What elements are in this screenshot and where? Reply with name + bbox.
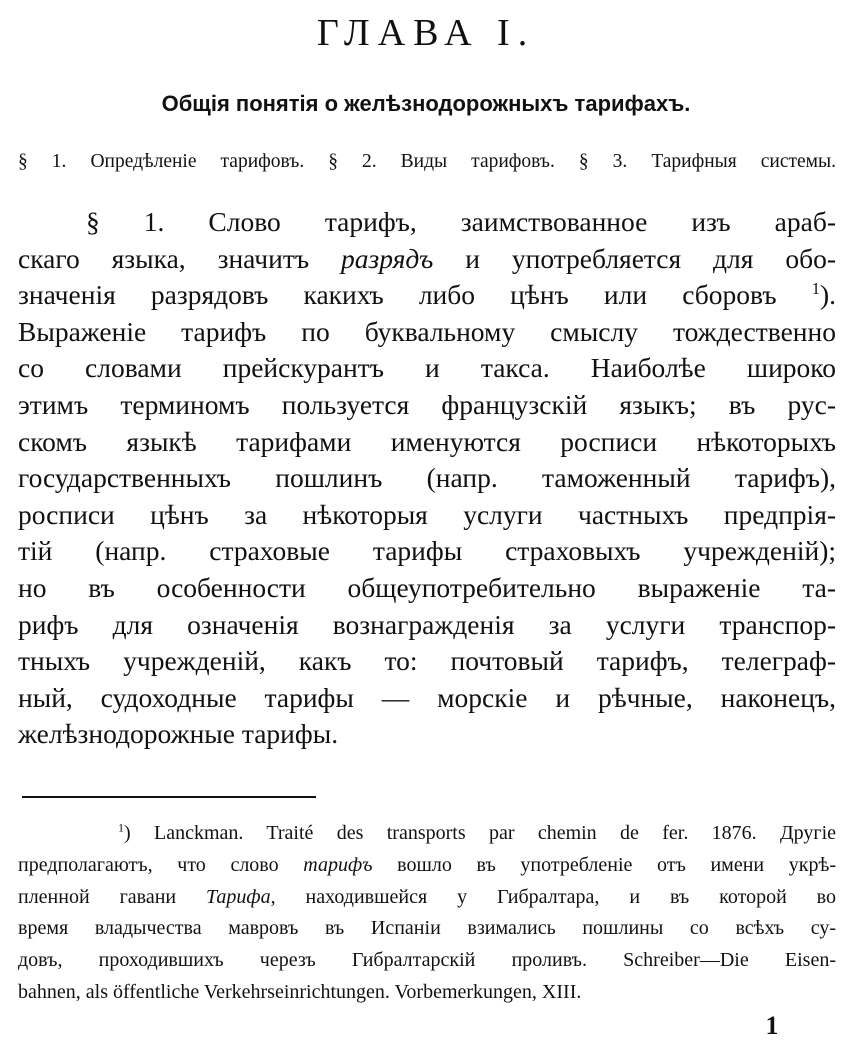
footnote-line: довъ, проходившихъ черезъ Гибралтарскій проливъ. Schreiber—Die Eisen- xyxy=(18,949,836,972)
paragraph-line xyxy=(18,277,836,314)
paragraph-line: § 1. Слово тарифъ, заимствованное изъ араб- xyxy=(86,206,836,237)
paragraph-line: ный, судоходные тарифы — морскіе и рѣчные, наконецъ, xyxy=(18,681,836,713)
footnote-line xyxy=(18,850,836,882)
paragraph-line: рифъ для означенія вознагражденія за услуги транспор- xyxy=(18,608,836,640)
footnote xyxy=(18,818,836,1009)
line-text: предполагаютъ, что слово xyxy=(18,853,304,876)
line-text: ) Lanckman. Traité des transports par chemin de fer. 1876. Другіе xyxy=(124,822,836,844)
chapter-title: ГЛАВА I. xyxy=(316,12,536,54)
paragraph-line xyxy=(18,241,836,278)
footnote-marker: 1 xyxy=(118,820,124,835)
section-contents: § 1. Опредѣленіе тарифовъ. § 2. Виды тарифовъ. § 3. Тарифныя системы. xyxy=(18,151,836,172)
line-text: и употребляется для обо- xyxy=(433,242,836,274)
line-text: находившейся у Гибралтара, и въ которой во xyxy=(275,885,836,908)
italic-term: Тарифа, xyxy=(206,885,276,908)
footnote-line xyxy=(18,818,836,850)
paragraph-line: тныхъ учрежденій, какъ то: почтовый тарифъ, телеграф- xyxy=(18,645,836,677)
chapter-subtitle: Общія понятія о желѣзнодорожныхъ тарифахъ. xyxy=(161,91,691,116)
paragraph-line: но въ особенности общеупотребительно выраженіе та- xyxy=(18,571,836,603)
line-text: вошло въ употребленіе отъ имени укрѣ- xyxy=(372,853,836,876)
paragraph-line: этимъ терминомъ пользуется французскій языкъ; въ рус- xyxy=(18,388,836,420)
paragraph-line: Выраженіе тарифъ по буквальному смыслу тождественно xyxy=(18,315,836,347)
footnote-divider xyxy=(22,796,316,798)
paragraph-line: желѣзнодорожные тарифы. xyxy=(18,718,339,750)
paragraph-line: росписи цѣнъ за нѣкоторыя услуги частныхъ предпрія- xyxy=(18,498,836,530)
italic-term: разрядъ xyxy=(341,242,434,274)
main-paragraph xyxy=(18,204,836,753)
paragraph-line: скомъ языкѣ тарифами именуются росписи нѣкоторыхъ xyxy=(18,425,836,457)
paragraph-line: государственныхъ пошлинъ (напр. таможенный тарифъ), xyxy=(18,462,836,494)
footnote-reference: 1 xyxy=(811,279,820,299)
line-text: скаго языка, значитъ xyxy=(18,242,342,274)
footnote-line: время владычества мавровъ въ Испаніи взимались пошлины со всѣхъ су- xyxy=(18,917,836,940)
line-text: ). xyxy=(819,279,836,311)
footnote-line xyxy=(18,882,836,914)
footnote-line: bahnen, als öffentliche Verkehrseinrichtungen. Vorbemerkungen, XIII. xyxy=(18,980,582,1003)
line-text: значенія разрядовъ какихъ либо цѣнъ или сборовъ xyxy=(18,279,812,311)
page-number: 1 xyxy=(765,1011,779,1040)
italic-term: тарифъ xyxy=(303,853,373,876)
line-text: пленной гавани xyxy=(18,885,207,908)
paragraph-line: тій (напр. страховые тарифы страховыхъ учрежденій); xyxy=(18,535,836,567)
paragraph-line: со словами прейскурантъ и такса. Наиболѣе широко xyxy=(18,352,836,384)
